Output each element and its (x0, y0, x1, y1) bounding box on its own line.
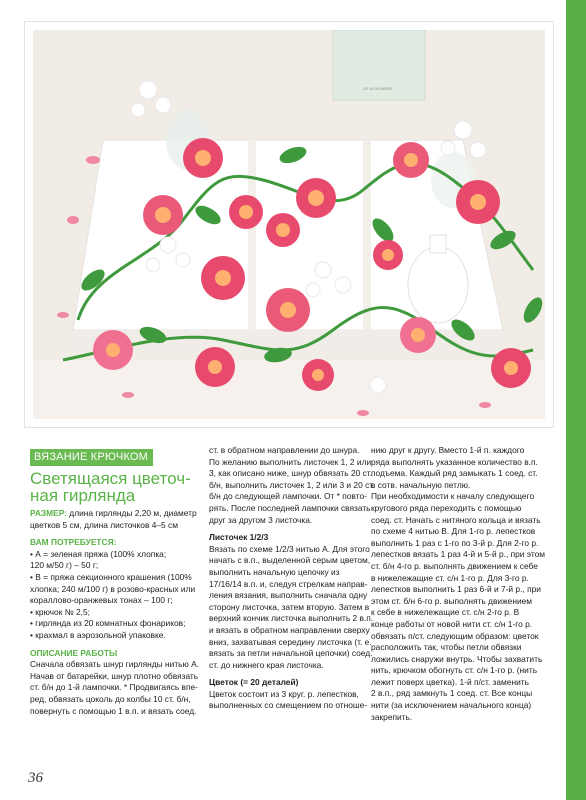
body-line: конце работы от новой нити ст. с/н 1-го р. (371, 618, 533, 629)
article-title-line: ная гирлянда (30, 486, 136, 505)
body-line: При необходимости к началу следующего (371, 491, 535, 502)
description-line: повернуть с помощью 1 в.п. и вязать соед. (30, 705, 197, 716)
size-label: РАЗМЕР: (30, 508, 67, 518)
body-line: начать с в.п., выделенной серым цветом, (209, 555, 371, 566)
body-line: 3, как описано ниже, шнур обвязать 20 ст. (209, 468, 373, 479)
body-line: Цветок состоит из 3 круг. р. лепестков, (209, 688, 359, 699)
watermark: PassionForum.ru (437, 782, 520, 794)
description-line: ст. б/н до 1-й лампочки. * Продвигаясь впе- (30, 682, 198, 693)
body-line: 17/16/14 в.п. и, следуя стрелкам направ- (209, 578, 368, 589)
body-line: кругового ряда переходить с помощью (371, 502, 522, 513)
leaf-heading: Листочек 1/2/3 (209, 532, 269, 543)
body-line: выполнить 1 раз с 1-го по 3-й р. Для 2-го р. (371, 537, 539, 548)
body-line: ст. б/н 4-го р. выполнять движением к себе (371, 560, 538, 571)
card-text: DE NOVEMBRE (363, 86, 393, 91)
body-line: в нижележащие ст. с/н 1-го р. Для 3-го р. (371, 572, 529, 583)
size-line (30, 508, 198, 520)
text-column-1 (30, 508, 198, 717)
body-line: к себе в нижележащие ст. с/н 2-го р. В (371, 607, 520, 618)
description-heading: ОПИСАНИЕ РАБОТЫ (30, 647, 118, 658)
body-line: По желанию выполнить листочек 1, 2 или (209, 456, 372, 467)
body-line: ряда выполнять указанное количество в.п. (371, 456, 538, 467)
description-line: ред, обвязать цоколь до колбы 10 ст. б/н, (30, 693, 191, 704)
body-line: по схеме 4 нитью В. Для 1-го р. лепестков (371, 526, 536, 537)
body-line: лепестков выполнить 1 раз 6-й и 7-й р., при (371, 584, 541, 595)
materials-line: • крючок № 2,5; (30, 606, 90, 617)
body-line: лежит поверх цветка). 1-й п/ст. заменить (371, 676, 529, 687)
text-column-2 (209, 445, 375, 712)
description-line: Начав от батарейки, шнур плотно обвязать (30, 670, 199, 681)
size-text: цветков 5 см, длина листочков 4–5 см (30, 519, 178, 530)
body-line: расположить так, чтобы петли обвязки (371, 642, 522, 653)
text-column-3 (371, 445, 546, 723)
body-line: обвязать п/ст. следующим образом: цветок (371, 630, 539, 641)
materials-line: • гирлянда из 20 комнатных фонариков; (30, 618, 186, 629)
body-line: лепестков вязать 1 раз 4-й и 5-й р., при этом (371, 549, 546, 560)
materials-line: кораллово-оранжевых тонах – 100 г; (30, 595, 173, 606)
body-line: рять. После последней лампочки связать (209, 502, 371, 513)
body-line: закрепить. (371, 711, 413, 722)
photo-illustration (33, 30, 545, 419)
page-number: 36 (28, 770, 43, 786)
size-text: длина гирлянды 2,20 м, диаметр (66, 508, 197, 518)
body-line: б/н до следующей лампочки. От * повто- (209, 491, 367, 502)
body-line: ления вязания, выполнить сначала одну (209, 590, 368, 601)
body-line: нити (за исключением начального конца) (371, 700, 532, 711)
section-rubric: ВЯЗАНИЕ КРЮЧКОМ (30, 449, 153, 466)
flower-heading: Цветок (= 20 деталей) (209, 677, 299, 688)
body-line: выполнить начальную цепочку из (209, 566, 340, 577)
body-line: 2 в.п., ряд замкнуть 1 соед. ст. Все концы (371, 688, 533, 699)
photo-frame (25, 22, 553, 427)
materials-line: 120 м/50 г) – 50 г; (30, 560, 99, 571)
body-line: в сотв. начальную петлю. (371, 479, 471, 490)
materials-line: хлопка; 240 м/100 г) в розово-красных или (30, 583, 196, 594)
body-line: подъема. Каждый ряд замыкать 1 соед. ст. (371, 468, 538, 479)
materials-line: • крахмал в аэрозольной упаковке. (30, 629, 166, 640)
body-line: нить, крючком обогнуть ст. с/н 1-го р. (нить (371, 665, 538, 676)
body-line: ст. до нижнего края листочка. (209, 659, 324, 670)
article-title (30, 470, 205, 504)
materials-line: • В = пряжа секционного крашения (100% (30, 571, 192, 582)
body-line: ст. в обратном направлении до шнура. (209, 445, 360, 455)
body-line: ложились снаружи внутрь. Чтобы захватить (371, 653, 543, 664)
body-line: друг за другом 3 листочка. (209, 514, 313, 525)
article-title-line: Светящаяся цветоч- (30, 469, 191, 488)
description-line: Сначала обвязать шнур гирлянды нитью А. (30, 659, 200, 670)
materials-line: • А = зеленая пряжа (100% хлопка; (30, 548, 167, 559)
body-line: б/н, выполнить листочек 1, 2 или 3 и 20 ст. (209, 479, 375, 490)
body-line: соед. ст. Начать с нитяного кольца и вязать (371, 514, 541, 525)
body-line: Вязать по схеме 1/2/3 нитью А. Для этого (209, 543, 370, 554)
body-line: и вязать в обратном направлении сверху (209, 624, 370, 635)
materials-heading: ВАМ ПОТРЕБУЕТСЯ: (30, 537, 117, 548)
body-line: верхний кончик листочка выполнить 2 в.п. (209, 613, 374, 624)
garland-photo (33, 30, 545, 419)
body-line: нию друг к другу. Вместо 1-й п. каждого (371, 445, 525, 455)
body-line: выполненных со смещением по отноше- (209, 700, 368, 711)
body-line: этом ст. б/н 6-го р. выполнять движением (371, 595, 533, 606)
page-edge-bar (566, 0, 586, 800)
body-line: вязать за петли начальной цепочки) соед. (209, 648, 373, 659)
body-line: сторону листочка, затем вторую. Затем в (209, 601, 370, 612)
body-line: вниз, захватывая середину листочка (т. е. (209, 636, 372, 647)
